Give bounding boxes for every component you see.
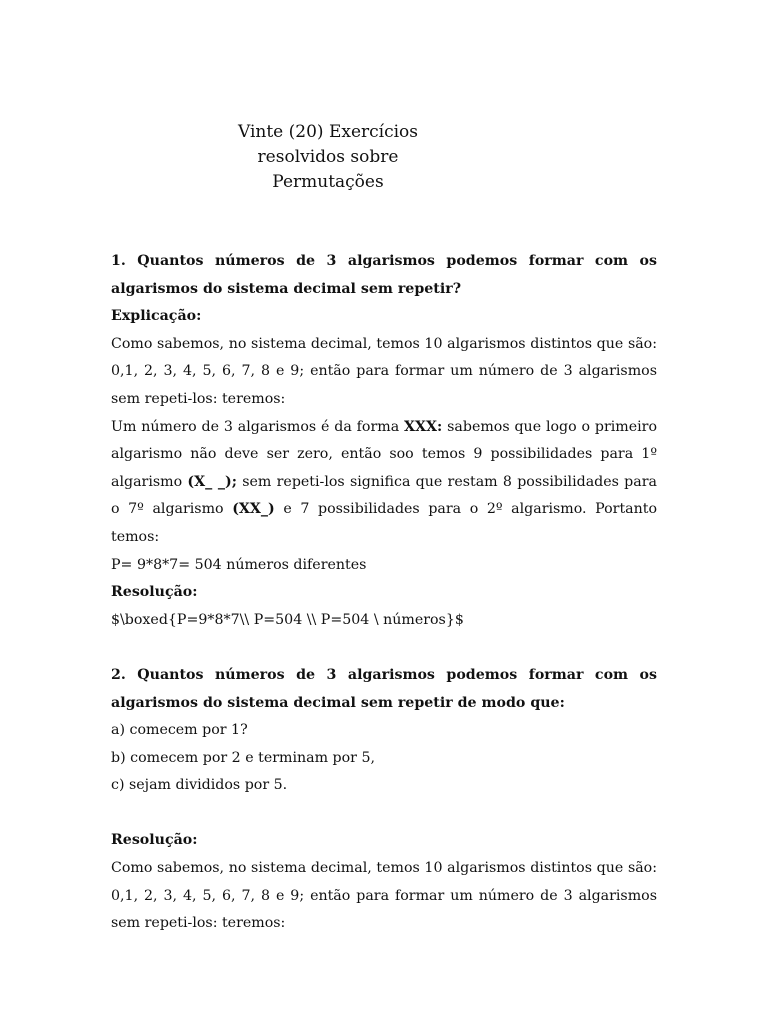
document-body xyxy=(111,248,657,938)
title-line-3: Permutações xyxy=(272,172,384,192)
spacer xyxy=(111,634,657,662)
question-2-item-c: c) sejam divididos por 5. xyxy=(111,777,288,794)
question-2-item-b: b) comecem por 2 e terminam por 5, xyxy=(111,749,376,766)
question-2 xyxy=(111,662,657,717)
formula-line: P= 9*8*7= 504 números diferentes xyxy=(111,556,367,573)
question-1 xyxy=(111,248,657,303)
title-line-1: Vinte (20) Exercícios xyxy=(237,122,419,142)
question-1-text: 1. Quantos números de 3 algarismos podemos formar com os algarismos do sistema decimal sem repetir? xyxy=(111,253,657,297)
spacer xyxy=(111,800,657,828)
resolution-label-1: Resolução: xyxy=(111,584,198,601)
title-line-2: resolvidos sobre xyxy=(257,147,399,167)
question-2-item-a: a) comecem por 1? xyxy=(111,722,248,739)
resolution-label-2: Resolução: xyxy=(111,832,198,849)
explanation-text: Como sabemos, no sistema decimal, temos 10 algarismos distintos que são: 0,1, 2, 3, 4, 5, 6, 7, 8 e 9; então para formar um número de 3 algarismos sem repeti-los: teremos: xyxy=(111,335,657,407)
resolution-text-2: Como sabemos, no sistema decimal, temos 10 algarismos distintos que são: 0,1, 2, 3, 4, 5, 6, 7, 8 e 9; então para formar um número de 3 algarismos sem repeti-los: teremos: xyxy=(111,860,657,932)
explanation-label: Explicação: xyxy=(111,308,202,325)
resolution-formula-1: $\boxed{P=9*8*7\\ P=504 \\ P=504 \ números}$ xyxy=(111,611,464,628)
explanation-detail: Um número de 3 algarismos é da forma XXX: sabemos que logo o primeiro algarismo não deve ser zero, então soo temos 9 possibilidades para 1º algarismo (X_ _); sem repeti-los significa que restam 8 possibilidades para o 7º algarismo (XX_) e 7 possibilidades para o 2º algarismo. Portanto temos: xyxy=(111,418,658,545)
question-2-text: 2. Quantos números de 3 algarismos podemos formar com os algarismos do sistema decimal sem repetir de modo que: xyxy=(111,666,657,711)
document-title xyxy=(0,120,656,195)
